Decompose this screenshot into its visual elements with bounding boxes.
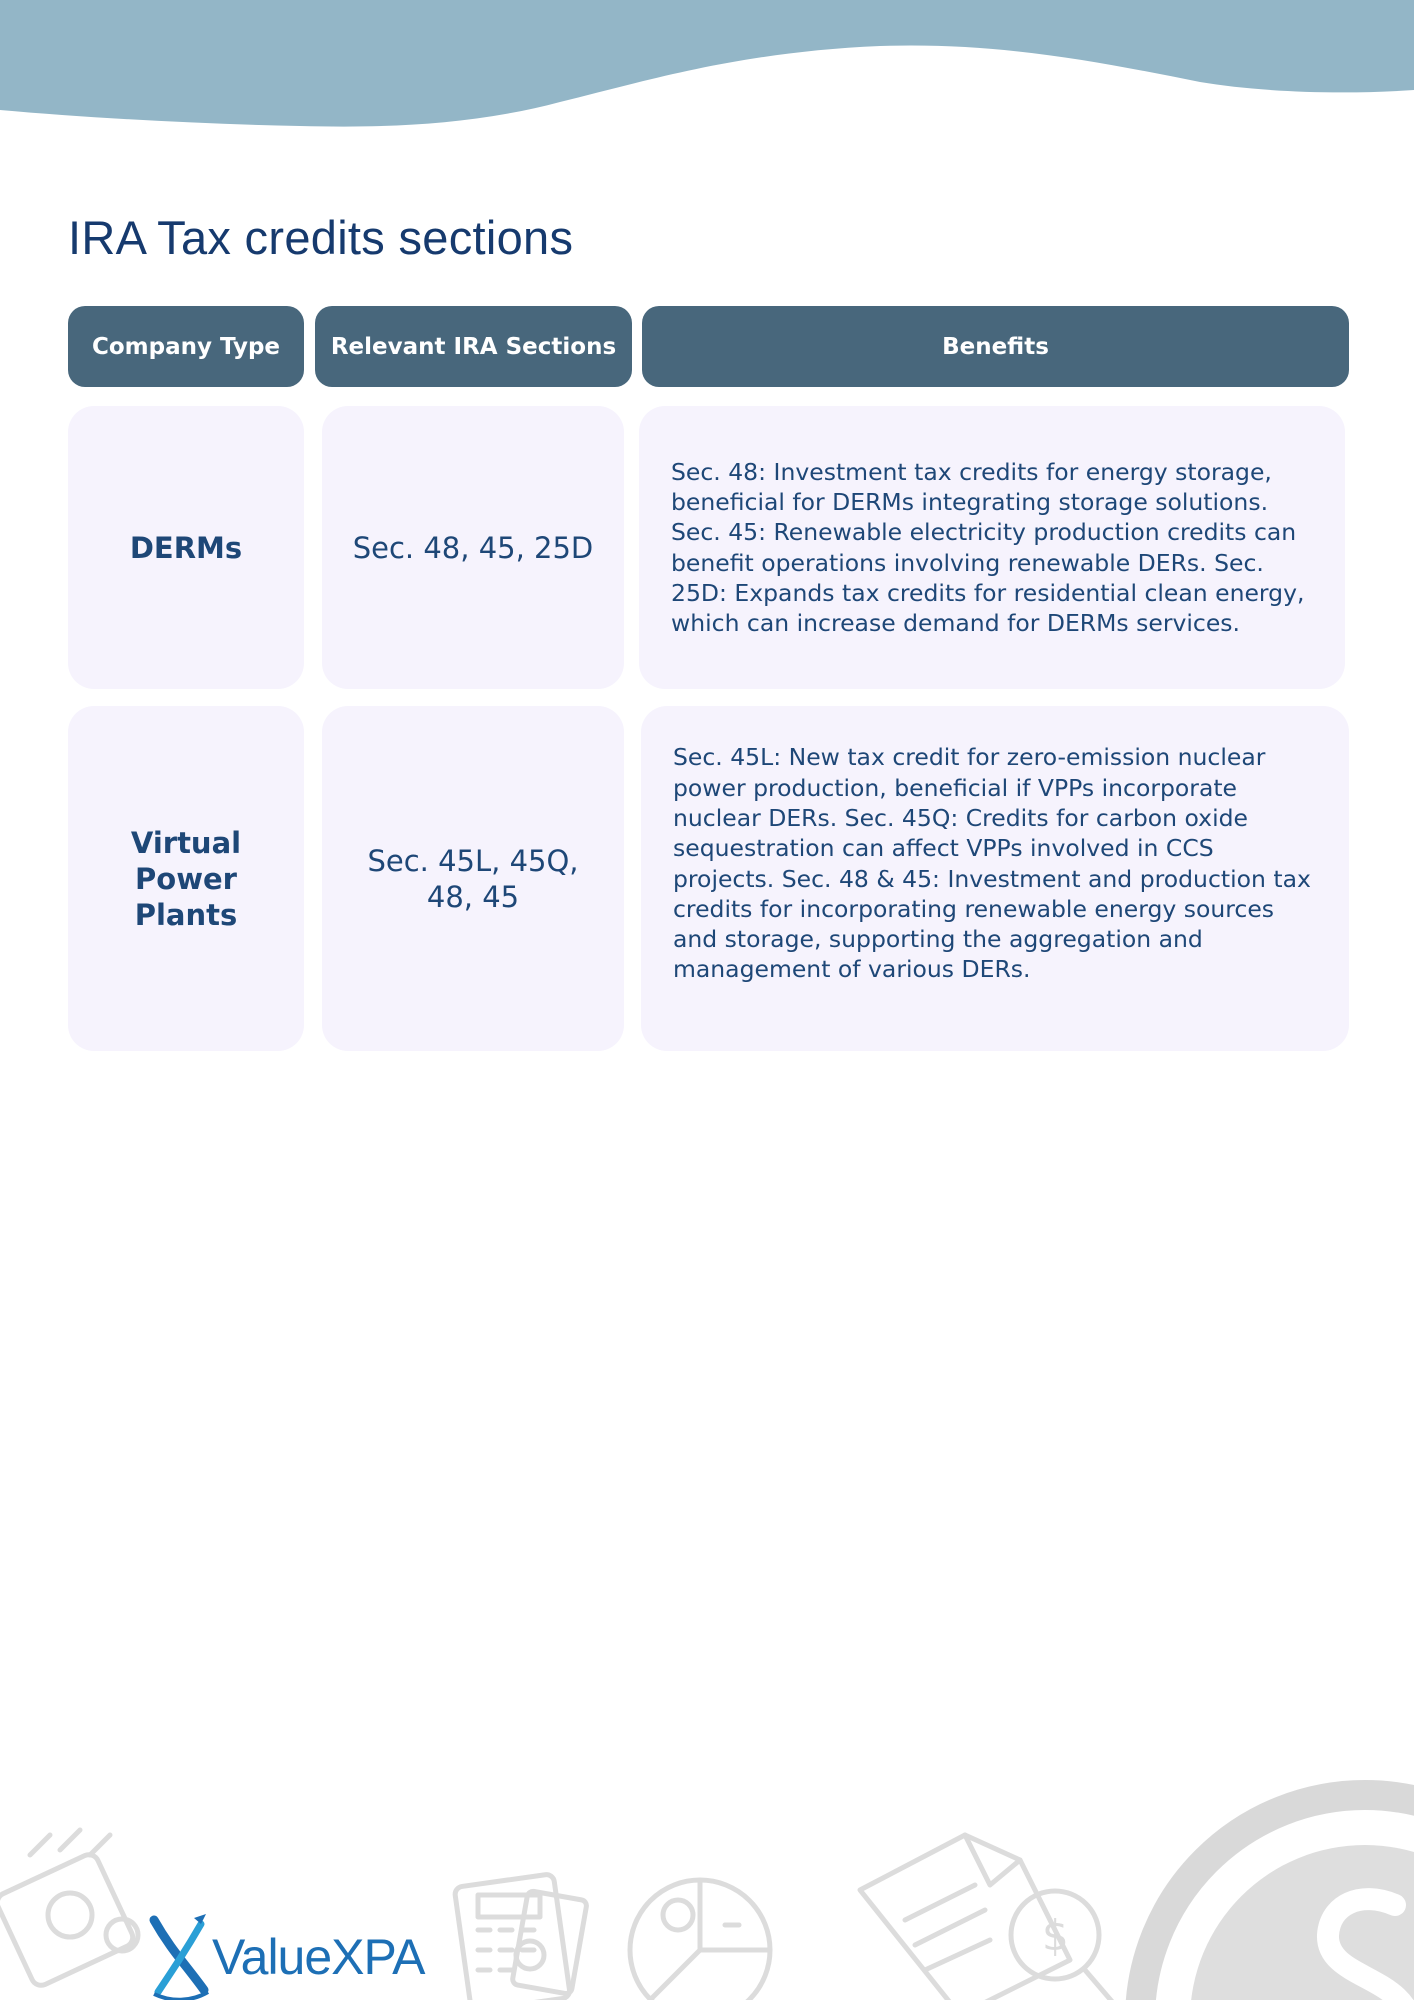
header-company-type xyxy=(68,306,304,387)
table-row-2-company-type xyxy=(68,706,304,1051)
calculator-icon xyxy=(454,1874,587,2000)
large-dollar-coin-icon xyxy=(1140,1795,1414,2000)
logo-text: ValueXPA xyxy=(212,1929,425,1985)
benefits-text: Sec. 45L: New tax credit for zero-emission nuclear power production, beneficial if VPPs incorporate nuclear DERs. Sec. 45Q: Credits for carbon oxide sequestration can affect VPPs involved in CCS projects. Sec. 48 & 45: Investment and production tax credits for incorporating renewable energy sources and storage, supporting the aggregation and management of various DERs. xyxy=(673,743,1311,984)
coin-hand-icon xyxy=(0,1830,138,1989)
header-benefits xyxy=(642,306,1349,387)
table-row-2-benefits xyxy=(641,706,1349,1051)
logo-x-icon xyxy=(146,1910,216,2000)
table-row-2-sections xyxy=(322,706,624,1051)
table-row-1-company-type xyxy=(68,406,304,689)
table-row-1-sections xyxy=(322,406,624,689)
header-relevant-sections-label: Relevant IRA Sections xyxy=(330,333,617,360)
sections-text: Sec. 45L, 45Q, 48, 45 xyxy=(367,843,579,914)
table-row-1-benefits xyxy=(639,406,1345,689)
svg-text:$: $ xyxy=(1042,1911,1069,1960)
header-company-type-label: Company Type xyxy=(91,333,281,360)
header-benefits-label: Benefits xyxy=(942,333,1049,360)
sections-text: Sec. 48, 45, 25D xyxy=(352,530,594,565)
page-title: IRA Tax credits sections xyxy=(68,211,574,264)
header-wave xyxy=(0,0,1414,140)
company-type-text: DERMs xyxy=(129,530,243,565)
header-relevant-sections xyxy=(315,306,632,387)
pie-chart-icon xyxy=(630,1880,770,2000)
document-dollar-icon xyxy=(860,1835,1115,2000)
valuexpa-logo xyxy=(146,1910,446,2000)
company-type-text: Virtual Power Plants xyxy=(130,825,242,932)
benefits-text: Sec. 48: Investment tax credits for energy storage, beneficial for DERMs integrating storage solutions. Sec. 45: Renewable electricity production credits can benefit operations involving renewable DERs. Sec. 25D: Expands tax credits for residential clean energy, which can increase demand for DERMs services. xyxy=(671,457,1305,638)
